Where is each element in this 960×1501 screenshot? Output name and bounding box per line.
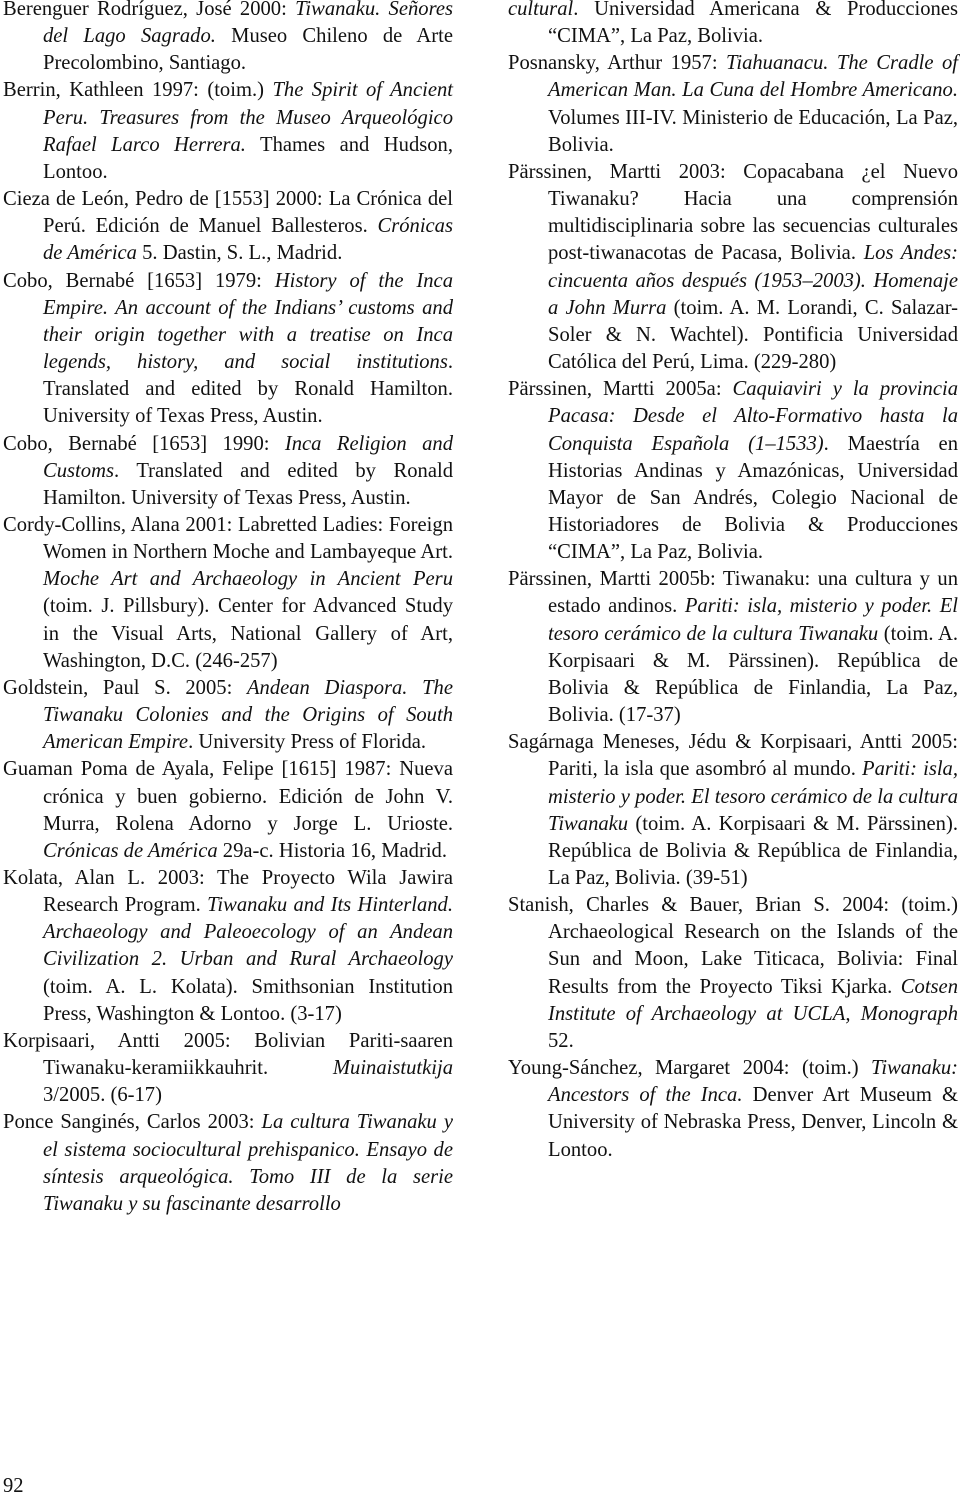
reference-entry	[3, 1109, 453, 1218]
right-column	[508, 0, 958, 1164]
reference-title-text: Andean Diaspora. The Tiwanaku Colonies and the Origins of South American Empire	[43, 676, 453, 754]
reference-entry	[3, 268, 453, 431]
reference-text: Stanish, Charles & Bauer, Brian S. 2004: (toim.) Archaeological Research on the Islands of the Sun and Moon, Lake Titicaca, Bolivia: Final Results from the Proyecto Tiksi Kjarka.	[508, 894, 958, 998]
reference-text: . Universidad Americana & Producciones “CIMA”, La Paz, Bolivia.	[548, 0, 958, 48]
reference-text: 5. Dastin, S. L., Madrid.	[136, 242, 343, 265]
reference-entry	[508, 566, 958, 729]
reference-entry	[508, 159, 958, 376]
reference-text: Volumes III-IV. Ministerio de Educación, La Paz, Bolivia.	[548, 106, 958, 156]
reference-text: Cordy-Collins, Alana 2001: Labretted Ladies: Foreign Women in Northern Moche and Lambayeque Art.	[3, 513, 453, 564]
reference-title-text: La cultura Tiwanaku y el sistema sociocultural prehispanico. Ensayo de síntesis arqueológica. Tomo III de la serie Tiwanaku y su fascinante desarrollo	[43, 1111, 453, 1215]
reference-text: Posnansky, Arthur 1957:	[508, 52, 727, 75]
reference-entry	[508, 50, 958, 159]
reference-title-text: Caquiaviri y la provincia Pacasa: Desde el Alto-Formativo hasta la Conquista Española (1–1533)	[548, 378, 958, 455]
reference-text: Ponce Sanginés, Carlos 2003:	[3, 1111, 262, 1134]
reference-text: 52.	[548, 1029, 574, 1052]
reference-entry	[3, 1028, 453, 1109]
reference-text: . Translated and edited by Ronald Hamilton. University of Texas Press, Austin.	[43, 351, 453, 428]
reference-entry	[508, 0, 958, 50]
reference-entry	[3, 675, 453, 756]
reference-text: (toim. A. M. Lorandi, C. Salazar-Soler & N. Wachtel). Pontificia Universidad Católica del Perú, Lima. (229-280)	[548, 296, 958, 374]
reference-entry	[3, 186, 453, 267]
reference-entry	[3, 512, 453, 675]
reference-title-text: Crónicas de América	[43, 215, 453, 265]
reference-entry	[3, 756, 453, 865]
reference-text: Cieza de León, Pedro de [1553] 2000: La Crónica del Perú. Edición de Manuel Ballesteros.	[3, 188, 453, 238]
reference-text: Korpisaari, Antti 2005: Bolivian Pariti-saaren Tiwanaku-keramiikkauhrit.	[3, 1029, 453, 1080]
reference-text: Sagárnaga Meneses, Jédu & Korpisaari, Antti 2005: Pariti, la isla que asombró al mundo.	[508, 731, 958, 781]
reference-title-text: Inca Religion and Customs	[43, 432, 453, 482]
reference-entry	[508, 1055, 958, 1164]
reference-text: Berenguer Rodríguez, José 2000:	[3, 0, 296, 20]
reference-title-text: Los Andes: cincuenta años después (1953–2003). Homenaje a John Murra	[548, 242, 958, 319]
reference-text: 3/2005. (6-17)	[43, 1084, 162, 1107]
reference-title-text: History of the Inca Empire. An account of the Indians’ customs and their origin together with a treatise on Inca legends, history, and social institutions	[43, 269, 453, 374]
reference-text: Berrin, Kathleen 1997: (toim.)	[3, 79, 273, 102]
reference-title-text: Pariti: isla, misterio y poder. El tesoro cerámico de la cultura Tiwanaku	[548, 595, 958, 645]
reference-title-text: Tiwanaku: Ancestors of the Inca.	[548, 1057, 958, 1107]
reference-entry	[508, 892, 958, 1055]
reference-text: . University Press of Florida.	[188, 731, 427, 754]
reference-entry	[3, 77, 453, 186]
reference-text: Kolata, Alan L. 2003: The Proyecto Wila Jawira Research Program.	[3, 867, 453, 917]
reference-text: (toim. A. Korpisaari & M. Pärssinen). República de Bolivia & República de Finlandia, La Paz, Bolivia. (39-51)	[548, 812, 958, 889]
reference-title-text: Crónicas de América	[43, 839, 218, 862]
reference-text: Pärssinen, Martti 2005a:	[508, 378, 733, 401]
reference-text: Museo Chileno de Arte Precolombino, Santiago.	[43, 25, 453, 75]
reference-text: . Translated and edited by Ronald Hamilton. University of Texas Press, Austin.	[43, 459, 453, 509]
reference-text: . Maestría en Historias Andinas y Amazónicas, Universidad Mayor de San Andrés, Colegio Nacional de Historiadores de Bolivia & Producciones “CIMA”, La Paz, Bolivia.	[548, 432, 958, 564]
left-column	[3, 0, 453, 1218]
reference-text: Cobo, Bernabé [1653] 1990:	[3, 432, 285, 455]
reference-text: 29a-c. Historia 16, Madrid.	[217, 839, 447, 862]
reference-title-text: Tiahuanacu. The Cradle of American Man. La Cuna del Hombre Americano.	[548, 52, 958, 102]
reference-text: (toim. J. Pillsbury). Center for Advanced Study in the Visual Arts, National Gallery of Art, Washington, D.C. (246-257)	[43, 595, 453, 672]
reference-entry	[3, 865, 453, 1028]
reference-entry	[3, 0, 453, 77]
reference-title-text: Moche Art and Archaeology in Ancient Peru	[43, 568, 453, 591]
reference-title-text: Pariti: isla, misterio y poder. El tesoro cerámico de la cultura Tiwanaku	[548, 758, 958, 835]
reference-text: Cobo, Bernabé [1653] 1979:	[3, 269, 275, 292]
reference-title-text: Tiwanaku and Its Hinterland. Archaeology and Paleoecology of an Andean Civilization 2. Urban and Rural Archaeology	[43, 894, 453, 971]
reference-entry	[508, 376, 958, 566]
reference-entry	[508, 729, 958, 892]
reference-title-text: Muinaistutkija	[332, 1057, 453, 1080]
reference-text: (toim. A. Korpisaari & M. Pärssinen). República de Bolivia & República de Finlandia, La Paz, Bolivia. (17-37)	[548, 622, 958, 727]
reference-text: Pärssinen, Martti 2003: Copacabana ¿el Nuevo Tiwanaku? Hacia una comprensión multidisciplinaria sobre las secuencias culturales post-tiwanacotas de Pacasa, Bolivia.	[508, 160, 958, 265]
reference-title-text: Cotsen Institute of Archaeology at UCLA, Monograph	[548, 975, 958, 1025]
reference-title-text: Tiwanaku. Señores del Lago Sagrado.	[43, 0, 453, 48]
reference-text: Goldstein, Paul S. 2005:	[3, 676, 247, 699]
reference-text: Guaman Poma de Ayala, Felipe [1615] 1987: Nueva crónica y buen gobierno. Edición de John V. Murra, Rolena Adorno y Jorge L. Urioste.	[3, 758, 453, 835]
reference-text: Denver Art Museum & University of Nebraska Press, Denver, Lincoln & Lontoo.	[548, 1084, 958, 1161]
page-number: 92	[3, 1475, 24, 1497]
reference-text: Young-Sánchez, Margaret 2004: (toim.)	[508, 1057, 872, 1080]
reference-title-text: The Spirit of Ancient Peru. Treasures from the Museo Arqueológico Rafael Larco Herrera.	[43, 79, 454, 156]
reference-title-text: cultural	[508, 0, 574, 20]
reference-text: (toim. A. L. Kolata). Smithsonian Institution Press, Washington & Lontoo. (3-17)	[43, 975, 453, 1025]
reference-text: Pärssinen, Martti 2005b: Tiwanaku: una cultura y un estado andinos.	[508, 568, 958, 618]
reference-text: Thames and Hudson, Lontoo.	[43, 133, 453, 183]
reference-entry	[3, 431, 453, 512]
